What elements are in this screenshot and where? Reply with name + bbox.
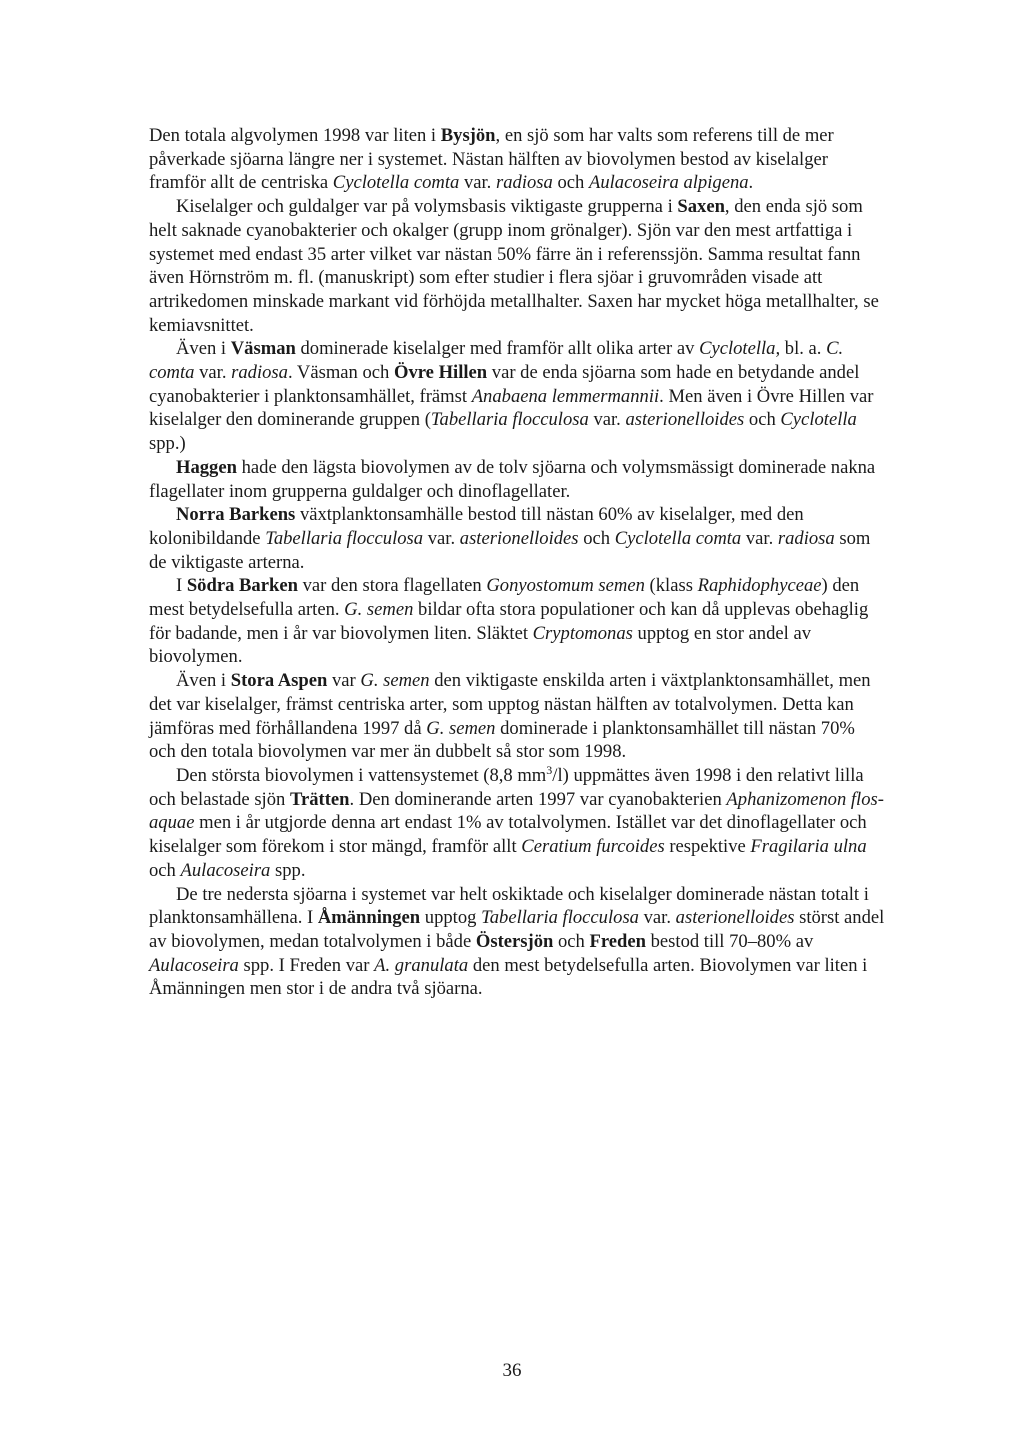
species-name: asterionelloides bbox=[459, 527, 579, 549]
text-run: var de enda sjöarna som hade en betydande andel cyanobakterier i planktonsamhället, främst bbox=[149, 362, 860, 407]
text-run: spp.) bbox=[149, 433, 186, 455]
paragraph bbox=[149, 195, 885, 337]
species-name: G. semen bbox=[426, 717, 496, 739]
paragraph bbox=[149, 764, 885, 883]
text-run: , en sjö som har valts som referens till de mer påverkade sjöarna längre ner i systemet. Nästan hälften av biovolymen bestod av kiselalger framför allt de centriska bbox=[149, 125, 834, 194]
species-name: Tabellaria flocculosa bbox=[481, 907, 639, 929]
species-name: asterionelloides bbox=[675, 907, 795, 929]
lake-name: Stora Aspen bbox=[230, 670, 328, 692]
text-run: men i år utgjorde denna art endast 1% av totalvolymen. Istället var det dinoflagellater och kiselalger som förekom i stor mängd, framför allt bbox=[149, 812, 867, 858]
species-name: Cryptomonas bbox=[532, 622, 633, 644]
lake-name: Övre Hillen bbox=[394, 362, 488, 384]
species-name: Fragilaria ulna bbox=[750, 836, 867, 858]
text-run: Kiselalger och guldalger var på volymsbasis viktigaste grupperna i bbox=[176, 196, 678, 218]
text-run: störst andel av biovolymen, medan totalvolymen i både bbox=[149, 907, 885, 952]
text-run: och bbox=[744, 409, 781, 431]
text-run: den mest betydelsefulla arten. Biovolymen var liten i Åmänningen men stor i de andra två sjöarna. bbox=[149, 954, 868, 1000]
species-name: Aulacoseira alpigena bbox=[588, 172, 749, 194]
species-name: radiosa bbox=[777, 527, 835, 549]
text-run: spp. I Freden var bbox=[238, 954, 375, 976]
text-run: och bbox=[578, 527, 615, 549]
text-run: ) den mest betydelsefulla arten. bbox=[149, 575, 860, 621]
lake-name: Åmänningen bbox=[317, 907, 421, 929]
text-run: . Väsman och bbox=[287, 362, 394, 384]
lake-name: Saxen bbox=[677, 196, 725, 218]
text-run: . Den dominerande arten 1997 var cyanobakterien bbox=[349, 788, 727, 810]
species-name: G. semen bbox=[360, 670, 430, 692]
species-name: Cyclotella comta bbox=[614, 527, 742, 549]
lake-name: Bysjön bbox=[440, 125, 496, 146]
species-name: Cyclotella comta bbox=[332, 172, 460, 194]
lake-name: Haggen bbox=[176, 456, 237, 478]
species-name: radiosa bbox=[231, 362, 288, 384]
species-name: C. comta bbox=[149, 338, 844, 384]
text-run: och bbox=[149, 859, 181, 881]
species-name: Aphanizomenon flos-aquae bbox=[149, 788, 884, 834]
species-name: Aulacoseira bbox=[149, 954, 239, 976]
paragraph bbox=[149, 337, 885, 456]
text-run: dominerade i planktonsamhället till nästan 70% och den totala biovolymen var mer än dubbelt så stor som 1998. bbox=[149, 717, 855, 763]
paragraph bbox=[149, 456, 885, 503]
text-run: , den enda sjö som helt saknade cyanobakterier och okalger (grupp inom grönalger). Sjön var den mest artfattiga i systemet med endast 35 arter vilket var nästan 50% färre än i referenssjön. Samma resultat fann även Hörnström m. fl. (manuskript) som efter studier i flera sjöar i gruvområden visade att artrikedomen minskade markant vid förhöjda metallhalter. Saxen har mycket höga metallhalter, se kemiavsnittet. bbox=[149, 196, 879, 336]
text-run: Även i bbox=[176, 670, 231, 692]
text-run: I bbox=[176, 575, 187, 597]
text-run: . bbox=[748, 172, 754, 194]
text-run: spp. bbox=[270, 859, 306, 881]
text-run: Även i bbox=[176, 338, 231, 360]
lake-name: Södra Barken bbox=[186, 575, 298, 597]
species-name: Tabellaria flocculosa bbox=[430, 409, 589, 431]
text-run: respektive bbox=[664, 836, 751, 858]
text-run: (klass bbox=[644, 575, 698, 597]
lake-name: Norra Barkens bbox=[176, 504, 296, 526]
species-name: Gonyostomum semen bbox=[486, 575, 645, 597]
lake-name: Östersjön bbox=[475, 930, 554, 952]
superscript: 3 bbox=[546, 762, 553, 777]
page-body bbox=[149, 124, 885, 1001]
text-run: var bbox=[327, 670, 361, 692]
text-run: Den största biovolymen i vattensystemet (8,8 mm bbox=[176, 764, 547, 786]
text-run: växtplanktonsamhälle bestod till nästan 60% av kiselalger, med den kolonibildande bbox=[149, 504, 804, 549]
text-run: var. bbox=[194, 362, 232, 384]
lake-name: Väsman bbox=[230, 338, 296, 360]
text-run: /l) uppmättes även 1998 i den relativt lilla och belastade sjön bbox=[149, 764, 864, 810]
text-run: var den stora flagellaten bbox=[297, 575, 487, 597]
species-name: G. semen bbox=[344, 599, 414, 621]
text-run: upptog en stor andel av biovolymen. bbox=[149, 622, 812, 668]
paragraph bbox=[149, 503, 885, 574]
text-run: var. bbox=[638, 907, 676, 929]
page-number: 36 bbox=[502, 1360, 522, 1381]
text-run: och bbox=[553, 930, 590, 952]
text-run: den viktigaste enskilda arten i växtplanktonsamhället, men det var kiselalger, främst centriska arter, som upptog nästan hälften av totalvolymen. Detta kan jämföras med förhållandena 1997 då bbox=[149, 670, 871, 739]
species-name: Anabaena lemmermannii bbox=[471, 385, 660, 407]
text-run: bestod till 70–80% av bbox=[645, 930, 814, 952]
lake-name: Freden bbox=[589, 930, 646, 952]
text-run: hade den lägsta biovolymen av de tolv sjöarna och volymsmässigt dominerade nakna flagellater inom grupperna guldalger och dinoflagellater. bbox=[149, 456, 876, 502]
text-run: som de viktigaste arterna. bbox=[149, 527, 871, 573]
paragraph bbox=[149, 883, 885, 1002]
text-run: var. bbox=[588, 409, 626, 431]
paragraph bbox=[149, 574, 885, 669]
paragraph bbox=[149, 124, 885, 195]
species-name: radiosa bbox=[495, 172, 553, 194]
text-run: Den totala algvolymen 1998 var liten i bbox=[149, 125, 441, 146]
text-run: . Men även i Övre Hillen var kiselalger den dominerande gruppen ( bbox=[149, 385, 874, 431]
text-run: bl. a. bbox=[780, 338, 827, 360]
text-run: var. bbox=[423, 527, 460, 549]
species-name: Cyclotella bbox=[780, 409, 857, 431]
species-name: Ceratium furcoides bbox=[521, 836, 665, 858]
species-name: Raphidophyceae bbox=[697, 575, 822, 597]
text-run: var. bbox=[459, 172, 496, 194]
text-run: dominerade kiselalger med framför allt olika arter av bbox=[295, 338, 700, 360]
text-run: var. bbox=[741, 527, 778, 549]
text-run: och bbox=[552, 172, 589, 194]
species-name: Cyclotella, bbox=[699, 338, 781, 360]
text-run: De tre nedersta sjöarna i systemet var helt oskiktade och kiselalger dominerade nästan totalt i planktonsamhällena. I bbox=[149, 883, 869, 929]
text-run: upptog bbox=[420, 907, 482, 929]
text-run: bildar ofta stora populationer och kan då upplevas obehaglig för badande, men i år var biovolymen liten. Släktet bbox=[149, 599, 869, 644]
species-name: asterionelloides bbox=[625, 409, 745, 431]
species-name: Aulacoseira bbox=[180, 859, 271, 881]
paragraph bbox=[149, 669, 885, 764]
species-name: A. granulata bbox=[374, 954, 469, 976]
lake-name: Trätten bbox=[289, 788, 350, 810]
species-name: Tabellaria flocculosa bbox=[265, 527, 424, 549]
